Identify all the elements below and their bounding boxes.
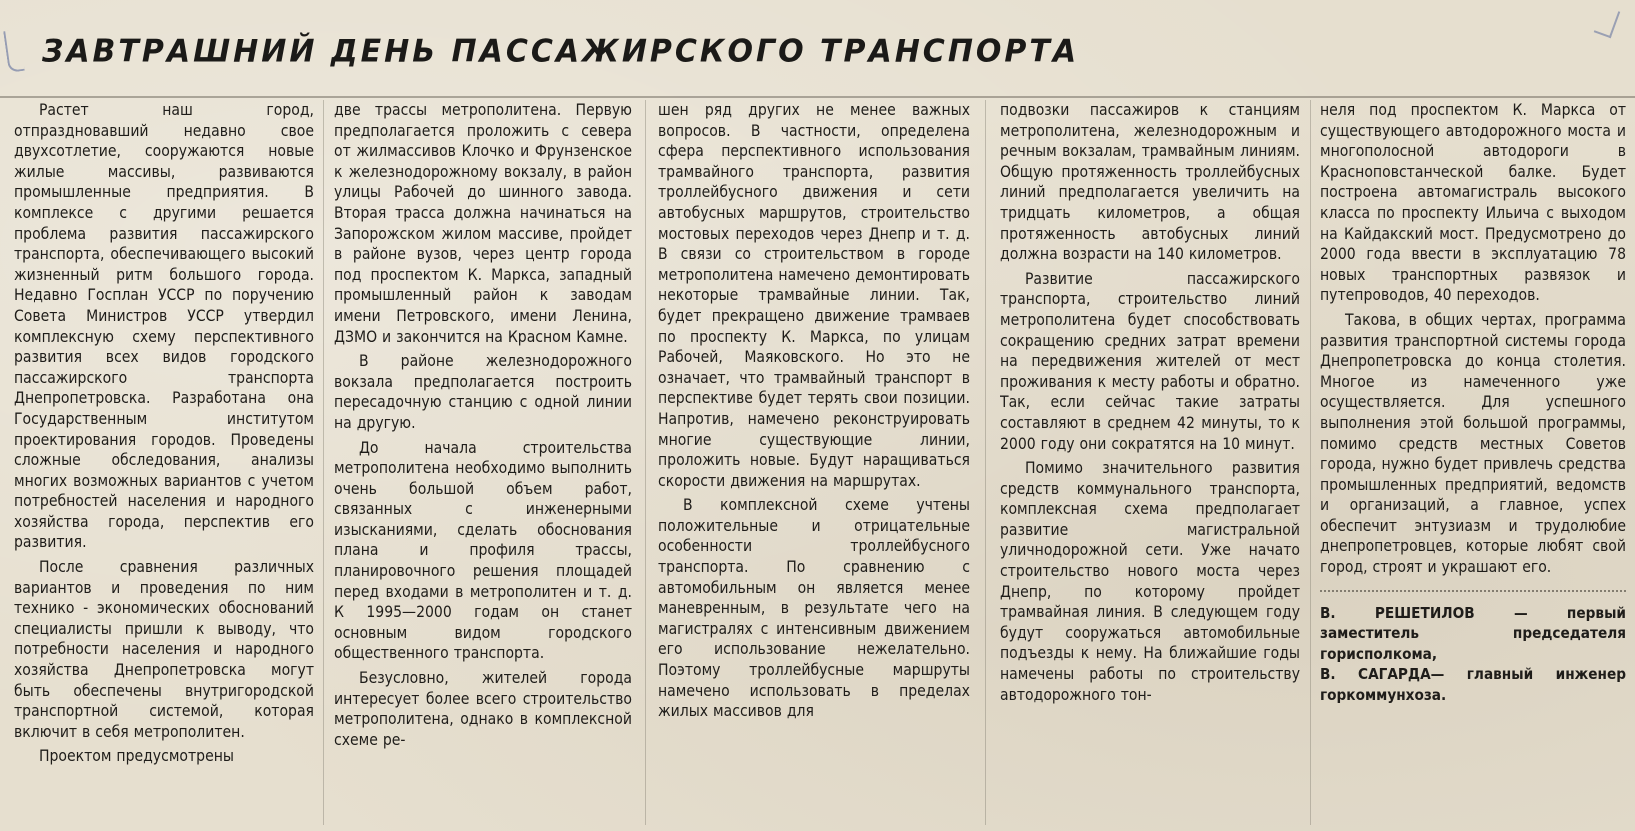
paragraph: шен ряд других не менее важных вопросов. В частности, определена сфера перспективного использования трамвайного транспорта, развития троллейбусного движения и сети автобусных маршрутов, строительство мостовых переходов через Днепр и т. д. В связи со строительством в городе метрополитена намечено демонтировать некоторые трамвайные линии. Так, будет прекращено движение трамваев по проспекту К. Маркса, по улицам Рабочей, Маяковского. Но это не означает, что трамвайный транспорт в перспективе будет терять свои позиции. Напротив, намечено реконструировать многие существующие линии, проложить новые. Будут наращиваться скорости движения на маршрутах. — [658, 101, 970, 490]
column-separator — [645, 100, 646, 825]
paragraph: После сравнения различных вариантов и проведения по ним технико - экономических обоснований специалисты пришли к выводу, что потребности населения и народного хозяйства Днепропетровска могут быть обеспечены внутригородской транспортной системой, которая включит в себя метрополитен. — [14, 558, 314, 741]
article-column-4 — [1000, 100, 1300, 828]
paragraph: Проектом предусмотрены — [38, 747, 234, 766]
paragraph: неля под проспектом К. Маркса от существующего автодорожного моста и многополосной автодороги в Красноповстанческой балке. Будет построена автомагистраль высокого класса по проспекту Ильича с выходом на Кайдакский мост. Предусмотрено до 2000 года ввести в эксплуатацию 78 новых транспортных развязок и путепроводов, 40 переходов. — [1320, 101, 1626, 305]
paragraph: До начала строительства метрополитена необходимо выполнить очень большой объем работ, связанных с инженерными изысканиями, сделать обоснования плана и профиля трассы, планировочного решения площадей перед входами в метрополитен и т. д. К 1995—2000 годам он станет основным видом городского общественного транспорта. — [334, 438, 632, 663]
paragraph: Помимо значительного развития средств коммунального транспорта, комплексная схема предполагает развитие магистральной уличнодорожной сети. Уже начато строительство нового моста через Днепр, по которому пройдет трамвайная линия. В следующем году будут сооружаться автомобильные подъезды к нему. На ближайшие годы намечены работы по строительству автодорожного тон- — [1000, 459, 1300, 704]
column-separator — [323, 100, 324, 825]
signature-divider — [1320, 590, 1626, 593]
paragraph: две трассы метрополитена. Первую предполагается проложить с севера от жилмассивов Клочко и Фрунзенское к железнодорожному вокзалу, в район улицы Рабочей до шинного завода. Вторая трасса должна начинаться на Запорожском жилом массиве, пройдет в районе вузов, через центр города под проспектом К. Маркса, западный промышленный район к заводам имени Петровского, имени Ленина, ДЗМО и закончится на Красном Камне. — [334, 101, 632, 346]
headline-rule — [0, 96, 1635, 98]
paragraph: подвозки пассажиров к станциям метрополитена, железнодорожным и речным вокзалам, трамвайным линиям. Общую протяженность троллейбусных линий предполагается увеличить на тридцать километров, а общая протяженность автобусных линий должна возрасти на 140 километров. — [1000, 101, 1300, 264]
article-column-3 — [658, 100, 970, 828]
paragraph: В комплексной схеме учтены положительные и отрицательные особенности троллейбусного транспорта. По сравнению с автомобильным он является менее маневренным, в результате чего на магистралях с интенсивным движением его использование нежелательно. Поэтому троллейбусные маршруты намечено использовать в пределах жилых массивов для — [658, 496, 970, 721]
author-line: В. РЕШЕТИЛОВ — первый заместитель председателя горисполкома, — [1320, 603, 1626, 663]
article-column-5 — [1320, 100, 1626, 828]
paragraph: Такова, в общих чертах, программа развития транспортной системы города Днепропетровска до конца столетия. Многое из намеченного уже осуществляется. Для успешного выполнения этой большой программы, помимо средств местных Советов города, нужно будет привлечь средства промышленных предприятий, ведомств и организаций, а главное, успех обеспечит энтузиазм и трудолюбие днепропетровцев, которые любят свой город, строят и украшают его. — [1320, 310, 1626, 577]
article-column-1 — [14, 100, 314, 828]
author-line: В. САГАРДА— главный инженер горкоммунхоза. — [1320, 665, 1626, 705]
paragraph: В районе железнодорожного вокзала предполагается построить пересадочную станцию с одной линии на другую. — [334, 352, 632, 432]
article-headline: ЗАВТРАШНИЙ ДЕНЬ ПАССАЖИРСКОГО ТРАНСПОРТА — [42, 33, 1080, 70]
article-column-2 — [334, 100, 632, 828]
paragraph: Растет наш город, отпраздновавший недавно свое двухсотлетие, сооружаются новые жилые массивы, развиваются промышленные предприятия. В комплексе с другими решается проблема развития пассажирского транспорта, обеспечивающего высокий жизненный ритм большого города. Недавно Госплан УССР по поручению Совета Министров УССР утвердил комплексную схему перспективного развития всех видов городского пассажирского транспорта Днепропетровска. Разработана она Государственным институтом проектирования городов. Проведены сложные обследования, анализы многих возможных вариантов с учетом потребностей населения и народного хозяйства города, перспектив его развития. — [14, 101, 314, 552]
paragraph: Безусловно, жителей города интересует более всего строительство метрополитена, однако в комплексной схеме ре- — [334, 669, 632, 749]
column-separator — [1310, 100, 1311, 825]
column-separator — [985, 100, 986, 825]
pencil-checkmark-icon — [3, 29, 25, 73]
paragraph: Развитие пассажирского транспорта, строительство линий метрополитена будет способствовать сокращению средних затрат времени на передвижения жителей от мест проживания к месту работы и обратно. Так, если сейчас такие затраты составляют в среднем 42 минуты, то к 2000 году они сократятся на 10 минут. — [1000, 269, 1300, 453]
author-signature — [1320, 603, 1626, 706]
